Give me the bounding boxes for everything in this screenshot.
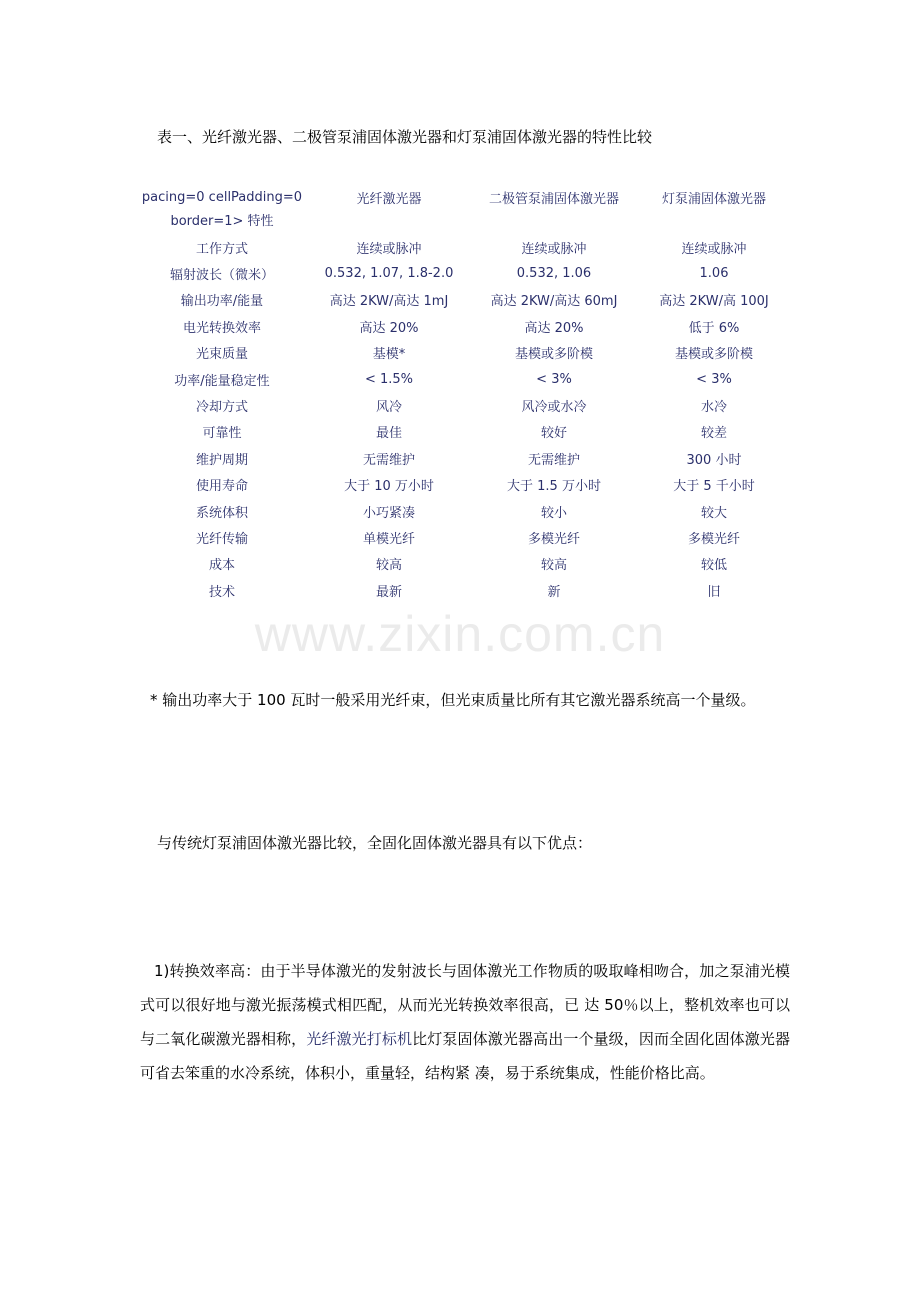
- row-feature: 维护周期: [195, 452, 248, 468]
- table-header-row: [140, 184, 794, 234]
- table-caption: 表一、光纤激光器、二极管泵浦固体激光器和灯泵浦固体激光器的特性比较: [157, 128, 653, 146]
- paragraph-text-part1: 1)转换效率高：由于半导体激光的发射波长与固体激光工作物质的吸取峰相吻合，加之泵浦光模式可以很好地与激光振荡模式相匹配，从而光光转换效率很高，已 达 50％以上，整机效率也可以与二氧化碳激光器相称，: [140, 962, 790, 1048]
- row-feature: 辐射波长（微米）: [169, 268, 274, 284]
- table-row: [140, 392, 794, 418]
- diode-pumped-value: 大于 1.5 万小时: [507, 479, 601, 495]
- table-row: [140, 234, 794, 260]
- fiber-laser-value: 较高: [375, 558, 402, 574]
- lamp-pumped-value: 较低: [700, 558, 727, 574]
- lamp-pumped-value: 较大: [700, 505, 727, 521]
- table-row: [140, 551, 794, 577]
- table-row: [140, 498, 794, 524]
- table-row: [140, 313, 794, 339]
- lamp-pumped-value: 水冷: [700, 400, 727, 416]
- table-row: [140, 366, 794, 392]
- row-feature: 使用寿命: [195, 479, 248, 495]
- fiber-laser-value: 最佳: [375, 426, 402, 442]
- advantage-paragraph: [140, 954, 790, 1090]
- diode-pumped-value: 基模或多阶模: [514, 347, 593, 363]
- lamp-pumped-value: 高达 2KW/高 100J: [659, 294, 769, 310]
- header-cell-feature: [140, 184, 304, 234]
- lamp-pumped-value: 大于 5 千小时: [673, 479, 755, 495]
- table-row: [140, 419, 794, 445]
- fiber-laser-value: 无需维护: [362, 452, 415, 468]
- fiber-laser-value: 单模光纤: [362, 531, 415, 547]
- diode-pumped-value: 无需维护: [527, 452, 580, 468]
- row-feature: 光束质量: [195, 347, 248, 363]
- diode-pumped-value: 多模光纤: [527, 531, 580, 547]
- lamp-pumped-value: 1.06: [699, 266, 729, 282]
- table-row: [140, 260, 794, 286]
- diode-pumped-value: 较高: [540, 558, 567, 574]
- table-row: [140, 445, 794, 471]
- diode-pumped-value: 高达 20%: [524, 320, 584, 336]
- row-feature: 电光转换效率: [182, 320, 261, 336]
- row-feature: 光纤传输: [195, 531, 248, 547]
- diode-pumped-value: 高达 2KW/高达 60mJ: [490, 294, 618, 310]
- fiber-laser-value: 基模*: [372, 347, 406, 363]
- lamp-pumped-value: 较差: [700, 426, 727, 442]
- row-feature: 技术: [208, 584, 235, 600]
- header-cell-lamp-pumped: 灯泵浦固体激光器: [661, 192, 766, 207]
- header-feature-line1: pacing=0 cellPadding=0: [141, 190, 303, 205]
- table-row: [140, 577, 794, 603]
- row-feature: 输出功率/能量: [180, 294, 264, 310]
- fiber-laser-value: 连续或脉冲: [356, 241, 422, 257]
- table-row: [140, 287, 794, 313]
- diode-pumped-value: 较好: [540, 426, 567, 442]
- row-feature: 成本: [208, 558, 235, 574]
- lamp-pumped-value: 多模光纤: [687, 531, 740, 547]
- table-row: [140, 340, 794, 366]
- header-cell-diode-pumped: 二极管泵浦固体激光器: [488, 192, 619, 207]
- diode-pumped-value: 较小: [540, 505, 567, 521]
- intro-text: 与传统灯泵浦固体激光器比较，全固化固体激光器具有以下优点：: [157, 834, 593, 852]
- fiber-laser-value: 风冷: [375, 400, 402, 416]
- lamp-pumped-value: 基模或多阶模: [674, 347, 753, 363]
- row-feature: 功率/能量稳定性: [174, 373, 270, 389]
- fiber-laser-value: 大于 10 万小时: [344, 479, 434, 495]
- lamp-pumped-value: < 3%: [696, 371, 732, 387]
- fiber-laser-value: 小巧紧凑: [362, 505, 415, 521]
- row-feature: 可靠性: [202, 426, 242, 442]
- row-feature: 系统体积: [195, 505, 248, 521]
- header-feature-line2: border=1> 特性: [170, 214, 274, 229]
- diode-pumped-value: 新: [547, 584, 561, 600]
- row-feature: 工作方式: [195, 241, 248, 257]
- fiber-laser-value: 高达 2KW/高达 1mJ: [329, 294, 449, 310]
- table-row: [140, 524, 794, 550]
- fiber-laser-value: 最新: [375, 584, 402, 600]
- diode-pumped-value: 风冷或水冷: [521, 400, 587, 416]
- diode-pumped-value: 连续或脉冲: [521, 241, 587, 257]
- fiber-laser-value: < 1.5%: [364, 371, 414, 387]
- fiber-laser-value: 高达 20%: [359, 320, 419, 336]
- header-cell-fiber-laser: 光纤激光器: [356, 192, 422, 207]
- fiber-laser-value: 0.532, 1.07, 1.8-2.0: [324, 266, 454, 282]
- table-row: [140, 472, 794, 498]
- diode-pumped-value: < 3%: [536, 371, 572, 387]
- comparison-table: [140, 184, 794, 603]
- lamp-pumped-value: 低于 6%: [688, 320, 740, 336]
- table-footnote: * 输出功率大于 100 瓦时一般采用光纤束，但光束质量比所有其它激光器系统高一个量级。: [150, 691, 756, 709]
- diode-pumped-value: 0.532, 1.06: [516, 266, 592, 282]
- lamp-pumped-value: 旧: [707, 584, 721, 600]
- watermark: www.zixin.com.cn: [254, 606, 666, 662]
- lamp-pumped-value: 连续或脉冲: [681, 241, 747, 257]
- paragraph-text-part2: 比灯泵固体激光器高出一个量级，因而全固化固体激光器可省去笨重的水冷系统，体积小，重量轻，结构紧 凑，易于系统集成，性能价格比高。: [140, 1030, 790, 1082]
- row-feature: 冷却方式: [195, 400, 248, 416]
- lamp-pumped-value: 300 小时: [686, 452, 742, 468]
- fiber-laser-marking-link[interactable]: 光纤激光打标机: [306, 1030, 413, 1048]
